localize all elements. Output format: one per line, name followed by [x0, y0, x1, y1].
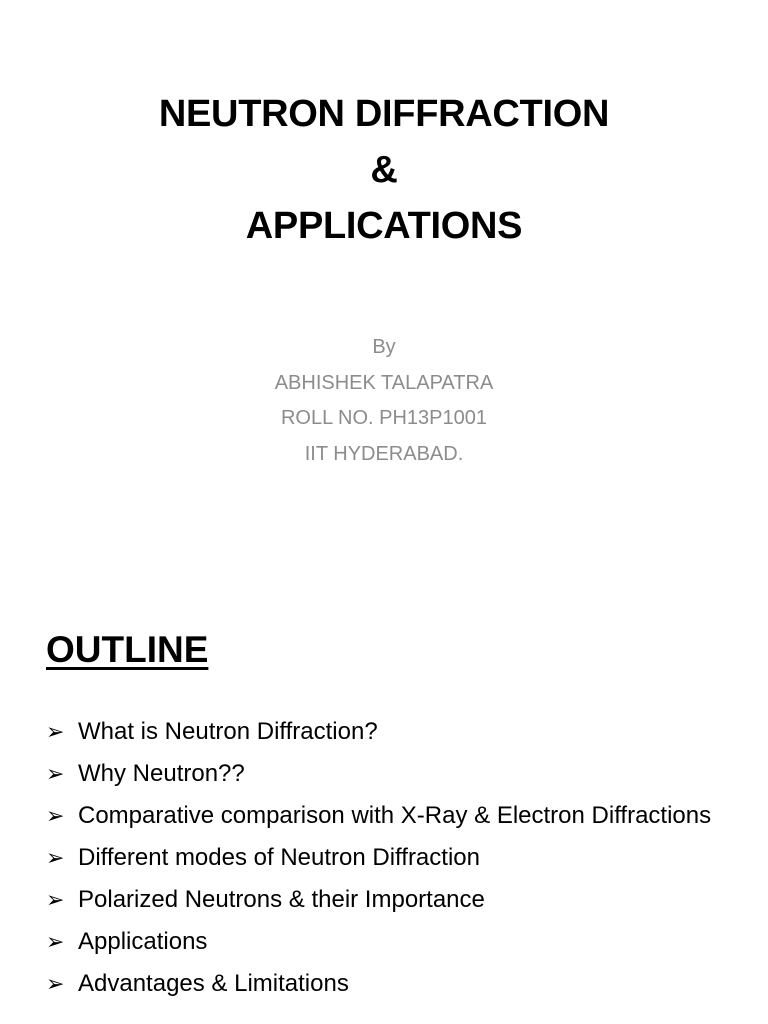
author-byline [0, 330, 768, 472]
arrow-bullet-icon: ➢ [46, 719, 65, 744]
institution: IIT HYDERABAD. [304, 442, 464, 465]
roll-number: ROLL NO. PH13P1001 [280, 407, 488, 429]
slide-title [0, 86, 768, 254]
title-line: NEUTRON DIFFRACTION [158, 93, 610, 135]
title-line: & [370, 149, 398, 191]
byline-by: By [372, 336, 396, 358]
list-item-text: Applications [78, 928, 208, 955]
author-name: ABHISHEK TALAPATRA [274, 371, 494, 394]
list-item [46, 924, 746, 960]
list-item-text: Polarized Neutrons & their Importance [78, 886, 485, 913]
list-item-text: What is Neutron Diffraction? [78, 718, 378, 745]
outline-heading: OUTLINE [46, 629, 209, 670]
list-item-text: Different modes of Neutron Diffraction [78, 844, 480, 871]
arrow-bullet-icon: ➢ [46, 761, 65, 786]
outline-slide [0, 576, 768, 1024]
list-item [46, 840, 746, 876]
list-item [46, 756, 746, 792]
outline-list [46, 714, 746, 1008]
list-item-text: Advantages & Limitations [78, 970, 349, 997]
list-item [46, 966, 746, 1002]
list-item [46, 882, 746, 918]
title-line: APPLICATIONS [245, 205, 523, 247]
list-item [46, 714, 746, 750]
arrow-bullet-icon: ➢ [46, 887, 65, 912]
arrow-bullet-icon: ➢ [46, 929, 65, 954]
arrow-bullet-icon: ➢ [46, 803, 65, 828]
list-item [46, 798, 746, 834]
arrow-bullet-icon: ➢ [46, 845, 65, 870]
arrow-bullet-icon: ➢ [46, 971, 65, 996]
list-item-text: Comparative comparison with X-Ray & Electron Diffractions [78, 802, 712, 829]
list-item-text: Why Neutron?? [78, 760, 245, 787]
